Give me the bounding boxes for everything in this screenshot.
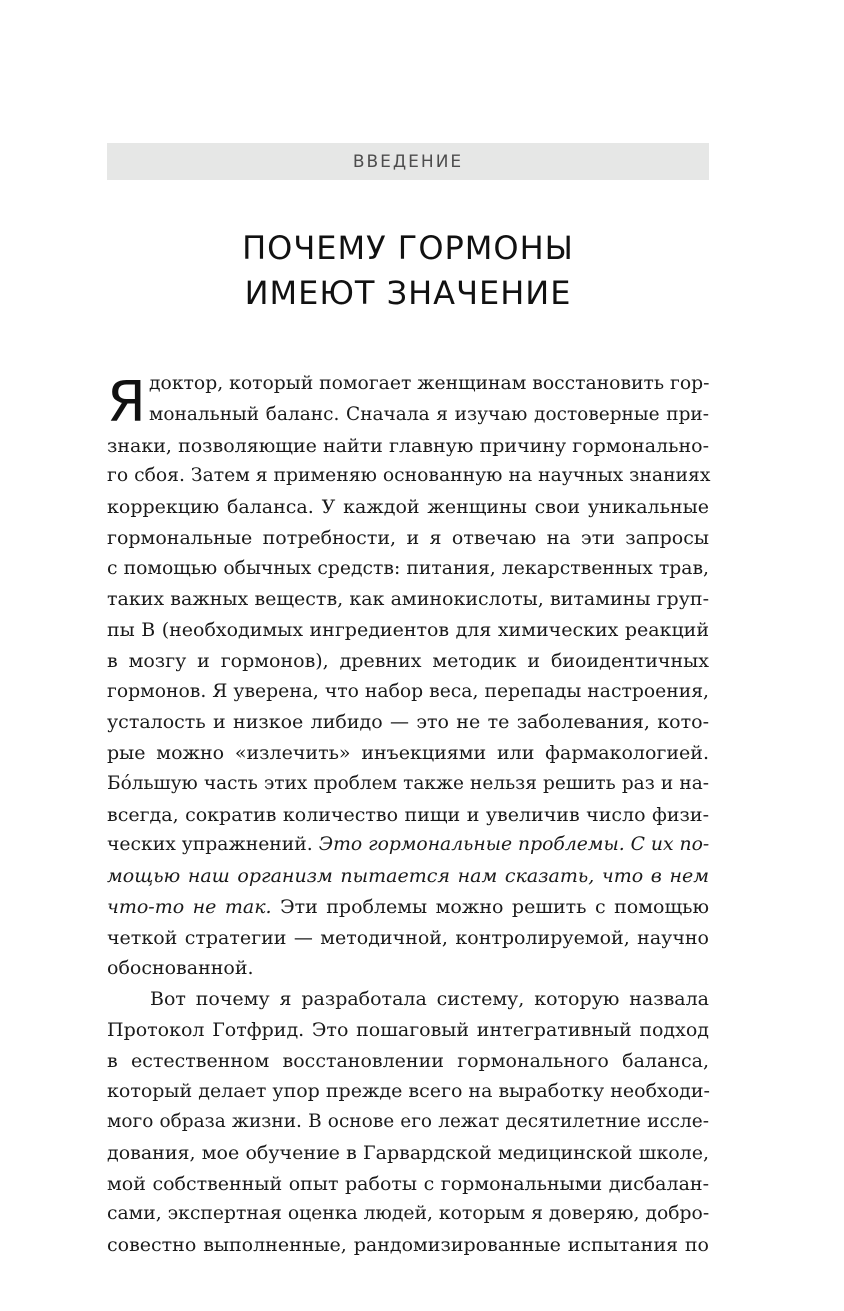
paragraph-2 (107, 984, 709, 1261)
text-run: Эти проблемы можно решить с помощью (271, 895, 709, 918)
text-line: мой собственный опыт работы с гормональными дисбалан- (107, 1172, 709, 1195)
text-line (107, 830, 709, 861)
body-text (107, 369, 709, 1261)
text-line: мого образа жизни. В основе его лежат десятилетние иссле- (107, 1111, 709, 1132)
chapter-title (107, 226, 709, 316)
text-line: доктор, который помогает женщинам восстановить гор- (149, 373, 710, 394)
text-line: совестно выполненные, рандомизированные испытания по (107, 1234, 709, 1256)
text-line: с помощью обычных средств: питания, лекарственных трав, (107, 557, 709, 579)
italic-run: Это гормональные проблемы. С их по- (318, 834, 710, 856)
text-run: ческих упражнений. (107, 834, 319, 856)
text-line (107, 892, 709, 923)
text-line: пы B (необходимых ингредиентов для химических реакций (107, 619, 709, 641)
text-line: усталость и низкое либидо — это не те заболевания, кото- (107, 711, 709, 734)
text-line: мональный баланс. Сначала я изучаю достоверные при- (149, 403, 709, 425)
text-line: знаки, позволяющие найти главную причину гормонально- (107, 434, 709, 457)
text-line (107, 861, 709, 892)
text-line: в естественном восстановлении гормонального баланса, (107, 1049, 709, 1072)
text-line: дования, мое обучение в Гарвардской медицинской школе, (107, 1141, 709, 1164)
text-line: Бо́льшую часть этих проблем также нельзя решить раз и на- (107, 772, 709, 794)
chapter-title-line-1: ПОЧЕМУ ГОРМОНЫ (242, 229, 574, 267)
drop-cap: Я (107, 370, 146, 435)
text-line: обоснованной. (107, 957, 254, 980)
text-line: Протокол Готфрид. Это пошаговый интегративный подход (107, 1018, 709, 1041)
text-line: который делает упор прежде всего на выработку необходи- (107, 1080, 710, 1103)
text-line: в мозгу и гормонов), древних методик и биоидентичных (107, 649, 709, 672)
text-line: коррекцию баланса. У каждой женщины свои уникальные (107, 496, 709, 518)
section-header-band (107, 143, 709, 180)
text-line: го сбоя. Затем я применяю основанную на научных знаниях (107, 465, 711, 487)
text-line: четкой стратегии — методичной, контролируемой, научно (107, 926, 709, 949)
text-line: всегда, сократив количество пищи и увеличив число физи- (107, 803, 709, 826)
text-line: гормонов. Я уверена, что набор веса, перепады настроения, (107, 680, 709, 702)
text-line: рые можно «излечить» инъекциями или фармакологией. (107, 742, 709, 764)
italic-run: что-то не так. (107, 895, 272, 918)
paragraph-1 (107, 369, 709, 984)
text-line: Вот почему я разработала систему, которую назвала (150, 988, 709, 1010)
text-line: гормональные потребности, и я отвечаю на эти запросы (107, 526, 709, 549)
italic-run: мощью наш организм пытается нам сказать, что в нем (107, 865, 709, 887)
text-line: таких важных веществ, как аминокислоты, витамины груп- (107, 588, 709, 611)
section-label: ВВЕДЕНИЕ (352, 151, 464, 172)
chapter-title-line-2: ИМЕЮТ ЗНАЧЕНИЕ (244, 274, 572, 312)
text-line: сами, экспертная оценка людей, которым я доверяю, добро- (107, 1203, 710, 1225)
